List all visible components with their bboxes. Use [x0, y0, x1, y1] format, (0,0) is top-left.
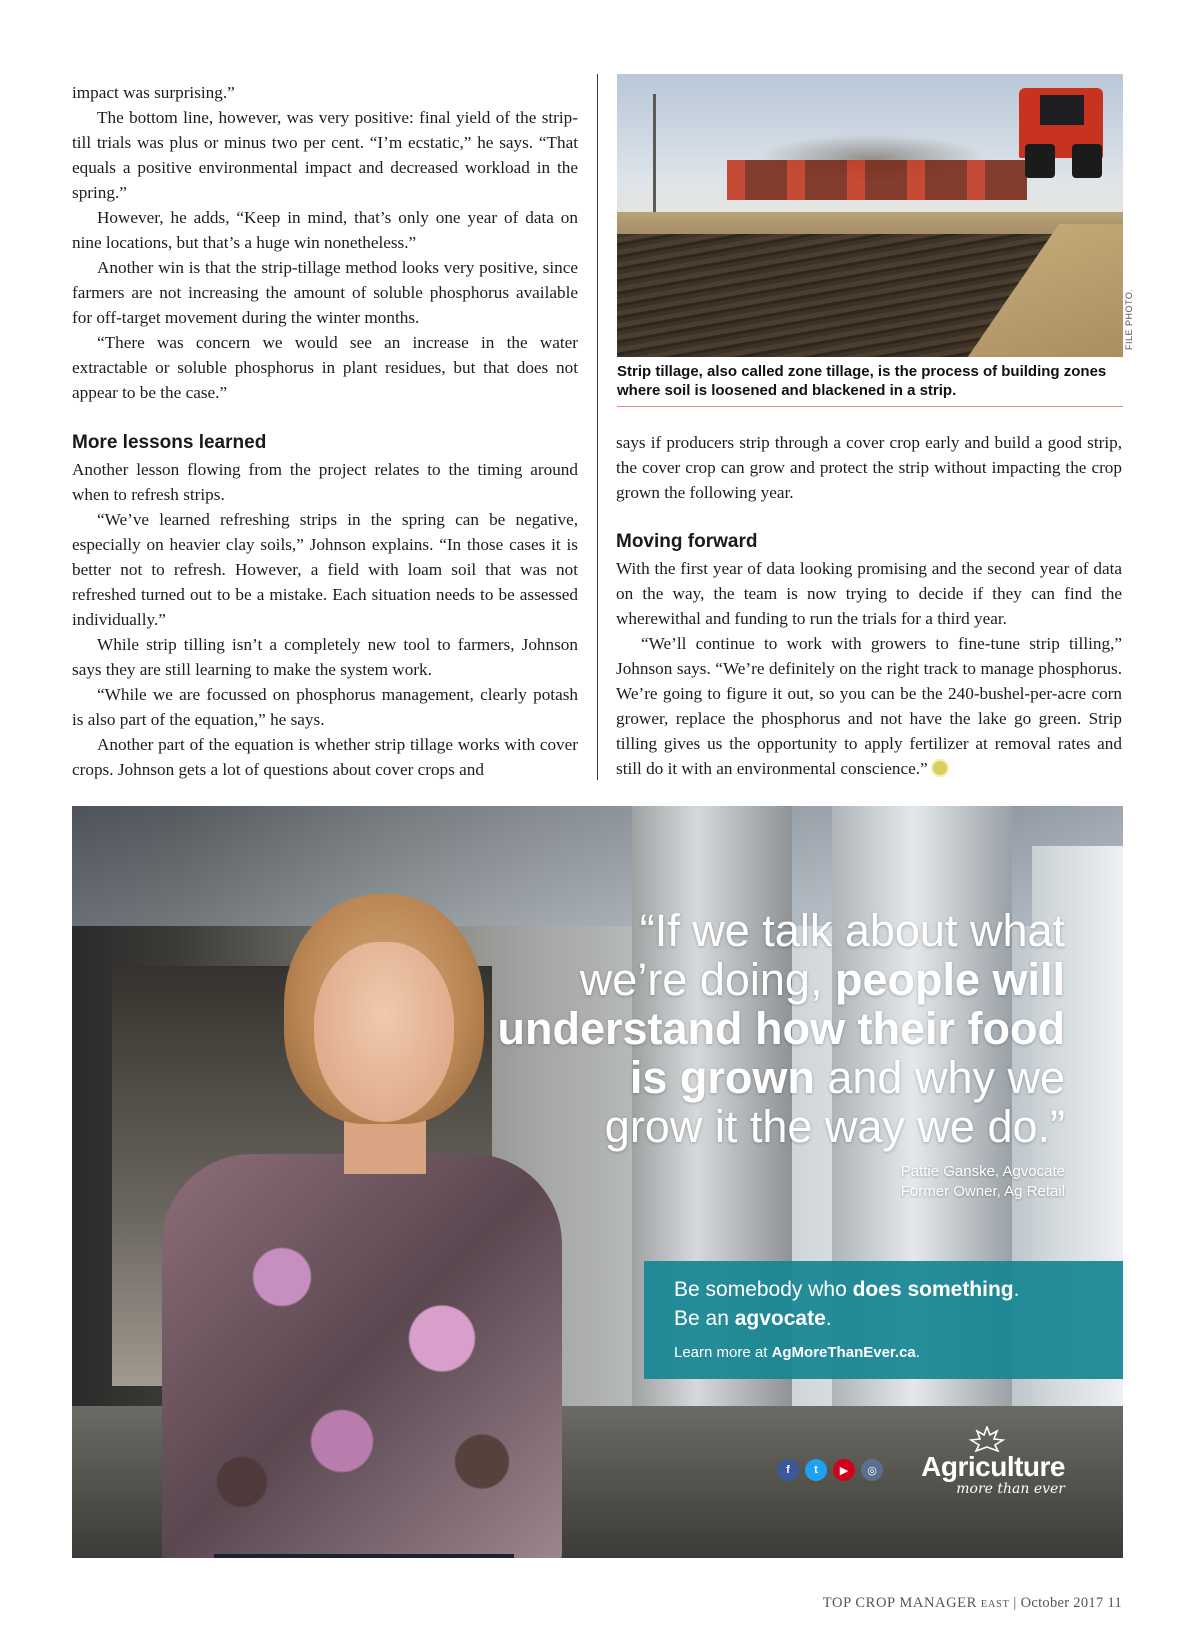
issue-date: October 2017 [1020, 1595, 1104, 1611]
paragraph: Another win is that the strip-tillage method looks very positive, since farmers are not increasing the amount of soluble phosphorus available for off-target movement during the winter months. [72, 258, 578, 327]
agriculture-logo: Agriculture more than ever [921, 1426, 1065, 1496]
article-left-column [72, 80, 578, 782]
ad-call-to-action: Be somebody who does something. Be an agvocate. Learn more at AgMoreThanEver.ca. [644, 1261, 1123, 1379]
paragraph: “While we are focussed on phosphorus management, clearly potash is also part of the equation,” he says. [72, 685, 578, 729]
strip-tillage-photo [617, 74, 1123, 357]
footer-separator: | [1013, 1595, 1017, 1611]
article-right-column [616, 530, 1122, 781]
page-number: 11 [1107, 1595, 1122, 1611]
section-heading-more-lessons: More lessons learned [72, 432, 267, 453]
social-icons [777, 1459, 883, 1481]
ad-website-link[interactable]: AgMoreThanEver.ca [771, 1344, 916, 1361]
paragraph: The bottom line, however, was very positive: final yield of the strip-till trials was plus or minus two per cent. “I’m ecstatic,” he says. “That equals a positive environmental impact and decreased workload in the spring.” [72, 108, 578, 202]
agriculture-more-than-ever-ad[interactable] [72, 806, 1123, 1558]
article-right-continuation [616, 430, 1122, 505]
paragraph: says if producers strip through a cover crop early and build a good strip, the cover crop can grow and protect the strip without impacting the crop grown the following year. [616, 433, 1122, 502]
paragraph: Another lesson flowing from the project relates to the timing around when to refresh strips. [72, 460, 578, 504]
paragraph: “We’ve learned refreshing strips in the spring can be negative, especially on heavier clay soils,” Johnson explains. “In those cases it is better not to refresh. However, a field with loam soil that was not refreshed turned out to be a mistake. Each situation needs to be assessed individually.” [72, 510, 578, 629]
publication-name: TOP CROP MANAGER [822, 1595, 977, 1611]
paragraph: With the first year of data looking promising and the second year of data on the way, the team is now trying to decide if they can find the wherewithal and funding to run the trials for a third year. [616, 559, 1122, 628]
instagram-icon[interactable]: ◎ [861, 1459, 883, 1481]
section-heading-moving-forward: Moving forward [616, 531, 758, 552]
paragraph: However, he adds, “Keep in mind, that’s only one year of data on nine locations, but that’s a huge win nonetheless.” [72, 208, 578, 252]
twitter-icon[interactable]: t [805, 1459, 827, 1481]
photo-caption: Strip tillage, also called zone tillage, is the process of building zones where soil is loosened and blackened in a strip. [617, 362, 1123, 407]
column-divider [597, 74, 598, 780]
ad-attribution: Pattie Ganske, Agvocate Former Owner, Ag Retail [900, 1163, 1065, 1200]
paragraph: impact was surprising.” [72, 83, 235, 102]
youtube-icon[interactable]: ▶ [833, 1459, 855, 1481]
paragraph: “We’ll continue to work with growers to fine-tune strip tilling,” Johnson says. “We’re definitely on the right track to manage phosphorus. We’re going to figure it out, so you can be the 240-bushel-per-acre corn grower, replace the phosphorus and not have the lake go green. Strip tilling gives us the opportunity to apply fertilizer at removal rates and still do it with an environmental conscience.” [616, 634, 1122, 778]
maple-leaf-logo-icon [967, 1426, 1007, 1452]
facebook-icon[interactable]: f [777, 1459, 799, 1481]
photo-credit: FILE PHOTO. [1124, 288, 1134, 350]
paragraph: “There was concern we would see an increase in the water extractable or soluble phosphorus in plant residues, but that does not appear to be the case.” [72, 333, 578, 402]
end-mark-icon [931, 759, 949, 777]
paragraph: While strip tilling isn’t a completely new tool to farmers, Johnson says they are still learning to make the system work. [72, 635, 578, 679]
paragraph: Another part of the equation is whether strip tillage works with cover crops. Johnson gets a lot of questions about cover crops and [72, 735, 578, 779]
ad-quote: “If we talk about what we’re doing, people will understand how their food is grown and why we grow it the way we do.” [497, 905, 1065, 1152]
publication-edition: EAST [980, 1599, 1010, 1610]
page-footer [823, 1595, 1122, 1612]
